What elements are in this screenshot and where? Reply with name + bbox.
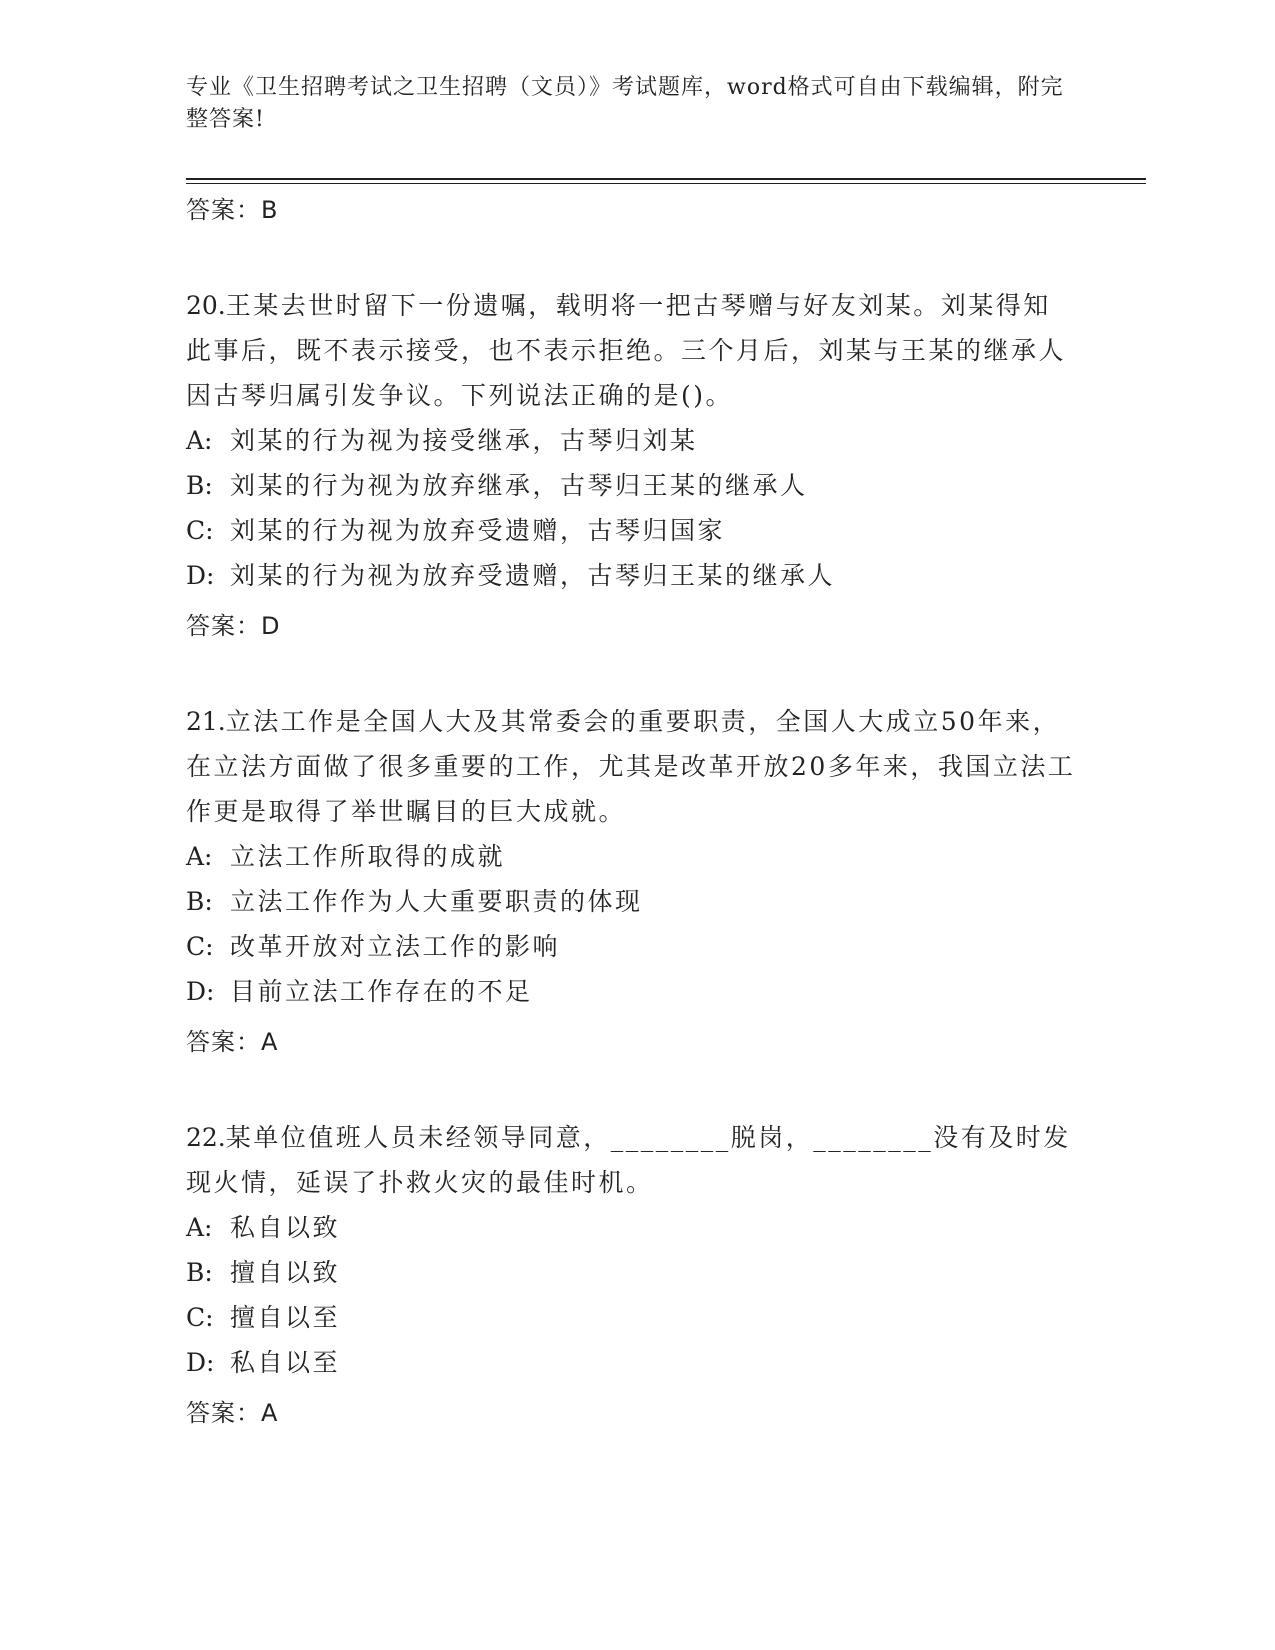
option-c <box>186 924 1076 969</box>
question-list <box>186 188 1076 1428</box>
answer-line <box>186 195 1076 225</box>
option-c <box>186 508 1076 553</box>
question-number: 22. <box>186 1123 226 1152</box>
option-text: 擅自以致 <box>230 1258 341 1287</box>
option-text: 刘某的行为视为放弃受遗赠，古琴归王某的继承人 <box>230 561 836 590</box>
option-b <box>186 879 1076 924</box>
document-header: 专业《卫生招聘考试之卫生招聘（文员）》考试题库，word格式可自由下载编辑，附完整答案! <box>186 75 1064 132</box>
option-a <box>186 1205 1076 1250</box>
option-letter: D: <box>186 561 215 590</box>
option-text: 私自以致 <box>230 1213 341 1242</box>
option-text: 擅自以至 <box>230 1303 341 1332</box>
header-divider-thin <box>186 183 1146 184</box>
question-21 <box>186 699 1076 1057</box>
question-text <box>186 699 1076 834</box>
option-c <box>186 1295 1076 1340</box>
answer-prefix: 答案： <box>186 196 261 224</box>
option-d <box>186 1340 1076 1385</box>
option-letter: A: <box>186 1213 213 1242</box>
option-d <box>186 969 1076 1014</box>
answer-prefix: 答案： <box>186 1028 261 1056</box>
option-letter: C: <box>186 932 214 961</box>
question-number: 21. <box>186 707 226 736</box>
option-b <box>186 1250 1076 1295</box>
option-letter: C: <box>186 516 214 545</box>
question-number: 20. <box>186 291 226 320</box>
question-body: 某单位值班人员未经领导同意，________脱岗，________没有及时发现火情，延误了扑救火灾的最佳时机。 <box>186 1123 1071 1197</box>
option-letter: A: <box>186 842 213 871</box>
option-letter: C: <box>186 1303 214 1332</box>
option-text: 刘某的行为视为放弃受遗赠，古琴归国家 <box>230 516 726 545</box>
option-text: 目前立法工作存在的不足 <box>230 977 533 1006</box>
answer-line <box>186 1398 1076 1428</box>
option-a <box>186 834 1076 879</box>
option-text: 改革开放对立法工作的影响 <box>230 932 561 961</box>
answer-value: A <box>261 1028 279 1056</box>
option-d <box>186 553 1076 598</box>
question-body: 王某去世时留下一份遗嘱，载明将一把古琴赠与好友刘某。刘某得知此事后，既不表示接受，也不表示拒绝。三个月后，刘某与王某的继承人因古琴归属引发争议。下列说法正确的是()。 <box>186 291 1067 410</box>
question-text <box>186 283 1076 418</box>
option-a <box>186 418 1076 463</box>
option-letter: D: <box>186 1348 215 1377</box>
question-body: 立法工作是全国人大及其常委会的重要职责，全国人大成立50年来，在立法方面做了很多重要的工作，尤其是改革开放20多年来，我国立法工作更是取得了举世瞩目的巨大成就。 <box>186 707 1076 826</box>
answer-line <box>186 1027 1076 1057</box>
question-22 <box>186 1115 1076 1428</box>
option-b <box>186 463 1076 508</box>
answer-line <box>186 611 1076 641</box>
answer-value: A <box>261 1399 279 1427</box>
option-text: 立法工作所取得的成就 <box>230 842 506 871</box>
answer-value: B <box>261 196 279 224</box>
question-20 <box>186 283 1076 641</box>
question-text <box>186 1115 1076 1205</box>
option-letter: A: <box>186 426 213 455</box>
option-text: 刘某的行为视为接受继承，古琴归刘某 <box>230 426 698 455</box>
answer-prefix: 答案： <box>186 612 261 640</box>
header-divider-thick <box>186 178 1146 180</box>
option-letter: B: <box>186 1258 213 1287</box>
option-letter: D: <box>186 977 215 1006</box>
answer-prefix: 答案： <box>186 1399 261 1427</box>
option-letter: B: <box>186 887 213 916</box>
answer-value: D <box>261 612 281 640</box>
option-letter: B: <box>186 471 213 500</box>
option-text: 刘某的行为视为放弃继承，古琴归王某的继承人 <box>230 471 808 500</box>
option-text: 私自以至 <box>230 1348 341 1377</box>
option-text: 立法工作作为人大重要职责的体现 <box>230 887 643 916</box>
